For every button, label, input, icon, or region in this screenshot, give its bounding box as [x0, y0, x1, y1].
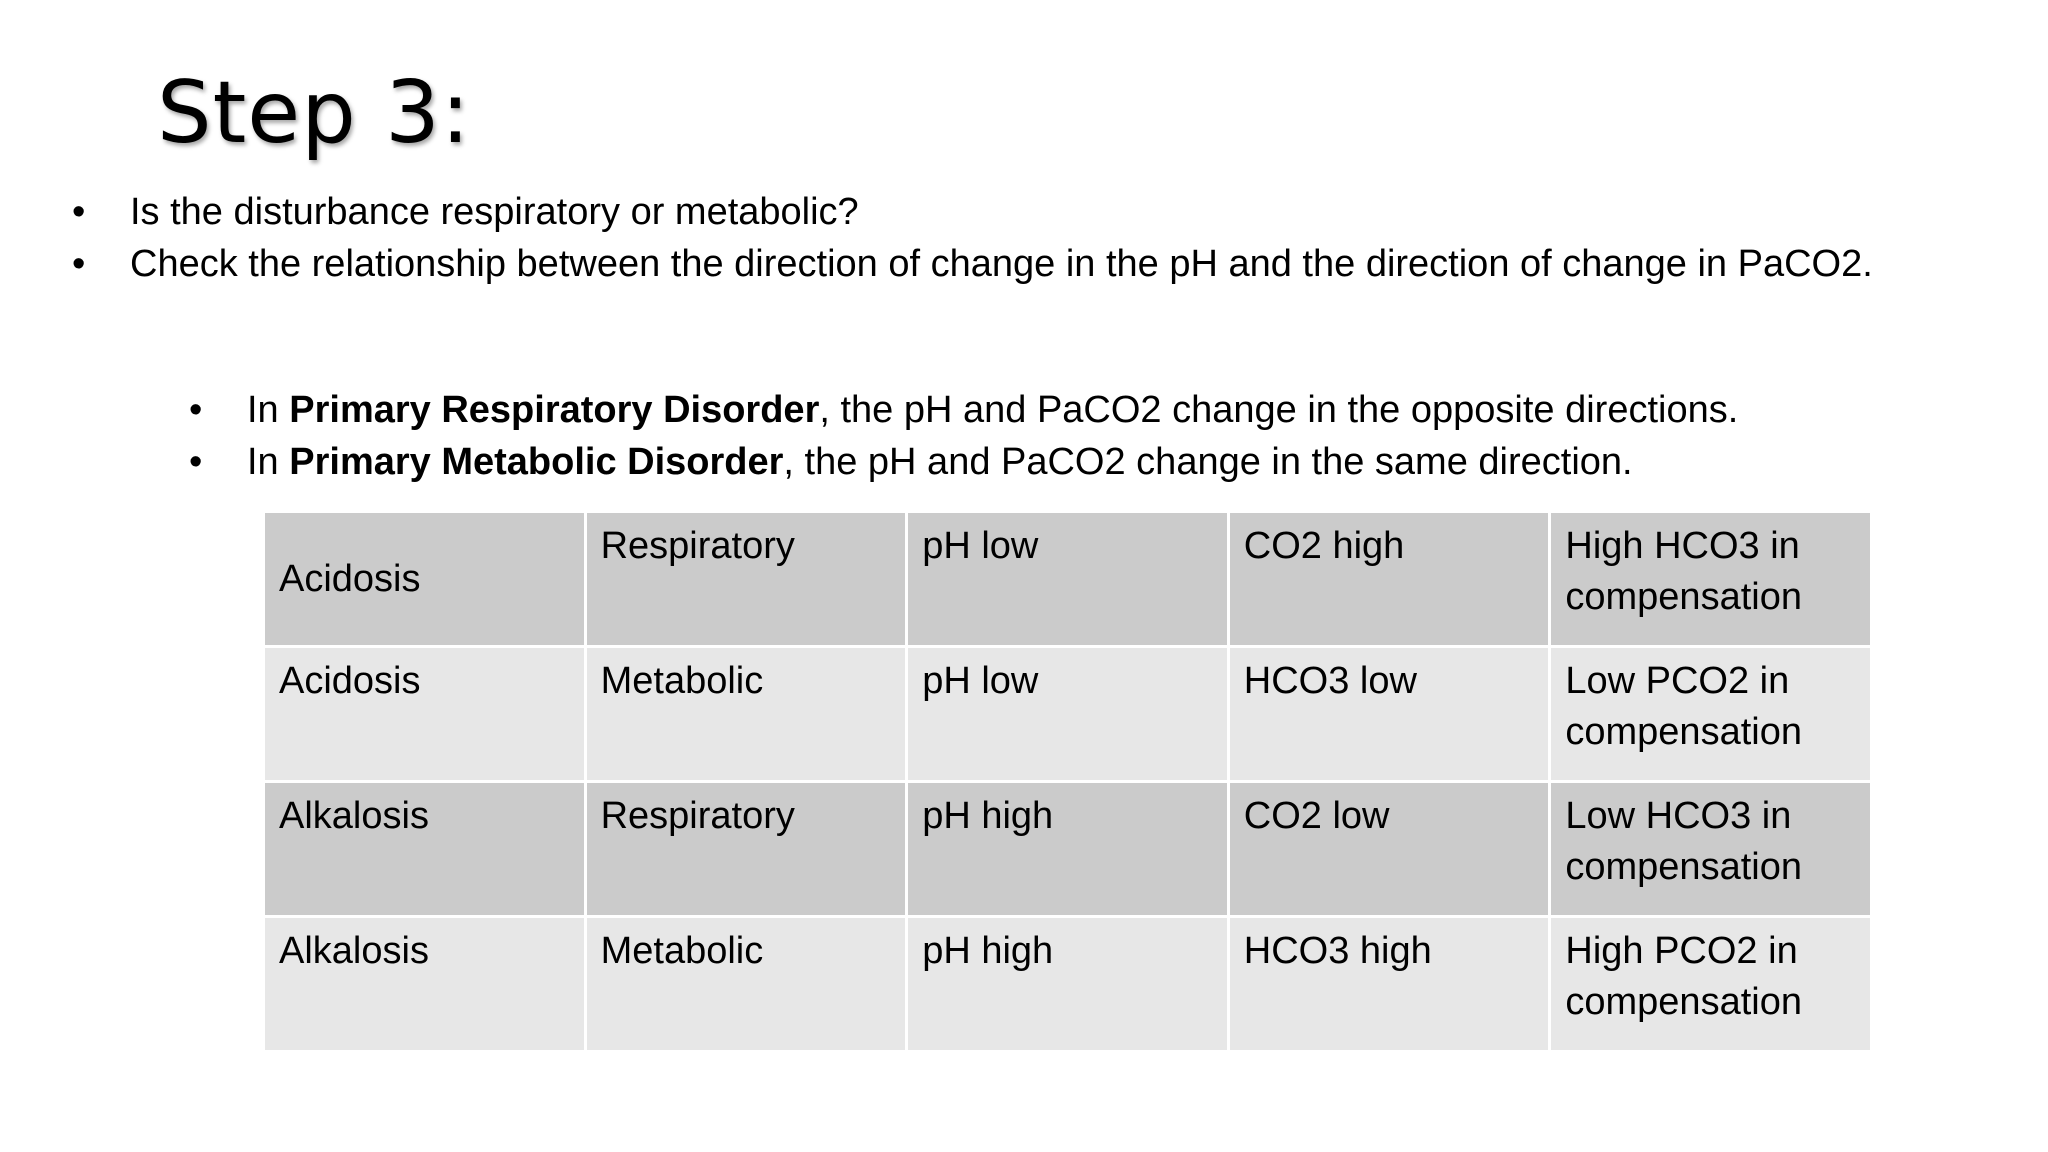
table-cell: Alkalosis [264, 917, 586, 1052]
table-cell: Acidosis [264, 512, 586, 647]
bullet-item [72, 238, 1873, 290]
table-cell: Metabolic [585, 917, 907, 1052]
table-cell: HCO3 high [1228, 917, 1550, 1052]
bullet-icon: • [189, 441, 203, 483]
bullet-item [72, 186, 1873, 238]
acid-base-table [262, 510, 1873, 1053]
table-cell: Respiratory [585, 512, 907, 647]
sub-bullet-prefix: In [247, 441, 290, 483]
table-cell: High PCO2 in compensation [1550, 917, 1872, 1052]
sub-bullet-rest: , the pH and PaCO2 change in the same direction. [783, 441, 1633, 483]
table-row [264, 782, 1872, 917]
table-row [264, 917, 1872, 1052]
table-cell: pH low [907, 647, 1229, 782]
table-cell: pH low [907, 512, 1229, 647]
bullet-list [72, 186, 1873, 290]
bullet-icon: • [72, 191, 86, 233]
table-cell: Alkalosis [264, 782, 586, 917]
sub-bullet-item [189, 436, 1738, 488]
table-cell: pH high [907, 917, 1229, 1052]
sub-bullet-rest: , the pH and PaCO2 change in the opposite directions. [819, 389, 1739, 431]
table-cell: CO2 high [1228, 512, 1550, 647]
sub-bullet-bold: Primary Respiratory Disorder [289, 389, 820, 431]
sub-bullet-prefix: In [247, 389, 290, 431]
table-cell: pH high [907, 782, 1229, 917]
table-cell: Respiratory [585, 782, 907, 917]
table-cell: Low PCO2 in compensation [1550, 647, 1872, 782]
table-cell: Low HCO3 in compensation [1550, 782, 1872, 917]
table-row [264, 512, 1872, 647]
table-row [264, 647, 1872, 782]
bullet-text: Check the relationship between the direction of change in the pH and the direction of change in PaCO2. [130, 243, 1873, 285]
table-cell: High HCO3 in compensation [1550, 512, 1872, 647]
slide-title: Step 3: [157, 63, 471, 163]
sub-bullet-item [189, 384, 1739, 436]
bullet-icon: • [189, 389, 203, 431]
bullet-icon: • [72, 243, 86, 285]
sub-bullet-bold: Primary Metabolic Disorder [289, 441, 784, 483]
table-cell: CO2 low [1228, 782, 1550, 917]
bullet-text: Is the disturbance respiratory or metabolic? [130, 191, 859, 233]
sub-bullet-list [189, 384, 1739, 488]
table-cell: Metabolic [585, 647, 907, 782]
table-cell: Acidosis [264, 647, 586, 782]
table-cell: HCO3 low [1228, 647, 1550, 782]
